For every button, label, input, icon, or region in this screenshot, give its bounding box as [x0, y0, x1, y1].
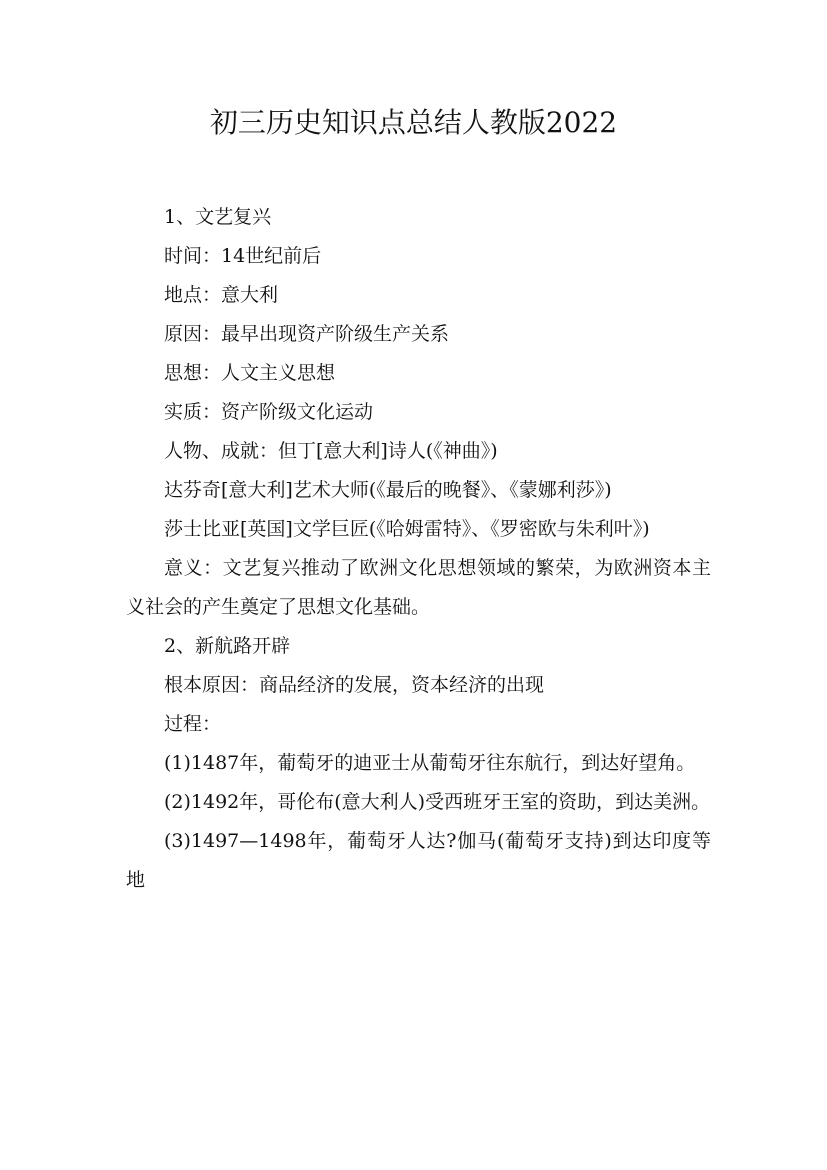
paragraph: (2)1492年，哥伦布(意大利人)受西班牙王室的资助，到达美洲。: [164, 791, 711, 813]
paragraph: (3)1497—1498年，葡萄牙人达?伽马(葡萄牙支持)到达印度等地: [126, 830, 711, 891]
paragraph: 根本原因：商品经济的发展，资本经济的出现: [164, 674, 545, 696]
paragraph: 人物、成就：但丁[意大利]诗人(《神曲》): [164, 440, 498, 462]
paragraph: 意义：文艺复兴推动了欧洲文化思想领域的繁荣，为欧洲资本主义社会的产生奠定了思想文化基础。: [126, 557, 711, 618]
paragraph: 莎士比亚[英国]文学巨匠(《哈姆雷特》、《罗密欧与朱利叶》): [164, 518, 650, 540]
paragraph: 2、新航路开辟: [164, 635, 291, 657]
paragraph: 过程：: [164, 713, 222, 735]
paragraph: 原因：最早出现资产阶级生产关系: [164, 323, 450, 345]
paragraph: 思想：人文主义思想: [164, 362, 336, 384]
document-body: [126, 198, 711, 900]
paragraph: (1)1487年，葡萄牙的迪亚士从葡萄牙往东航行，到达好望角。: [164, 752, 696, 774]
paragraph: 地点：意大利: [164, 284, 279, 306]
paragraph: 实质：资产阶级文化运动: [164, 401, 374, 423]
document-title: 初三历史知识点总结人教版2022: [209, 106, 618, 139]
paragraph: 达芬奇[意大利]艺术大师(《最后的晚餐》、《蒙娜利莎》): [164, 479, 612, 501]
paragraph: 时间：14世纪前后: [164, 245, 322, 267]
paragraph: 1、文艺复兴: [164, 206, 272, 228]
